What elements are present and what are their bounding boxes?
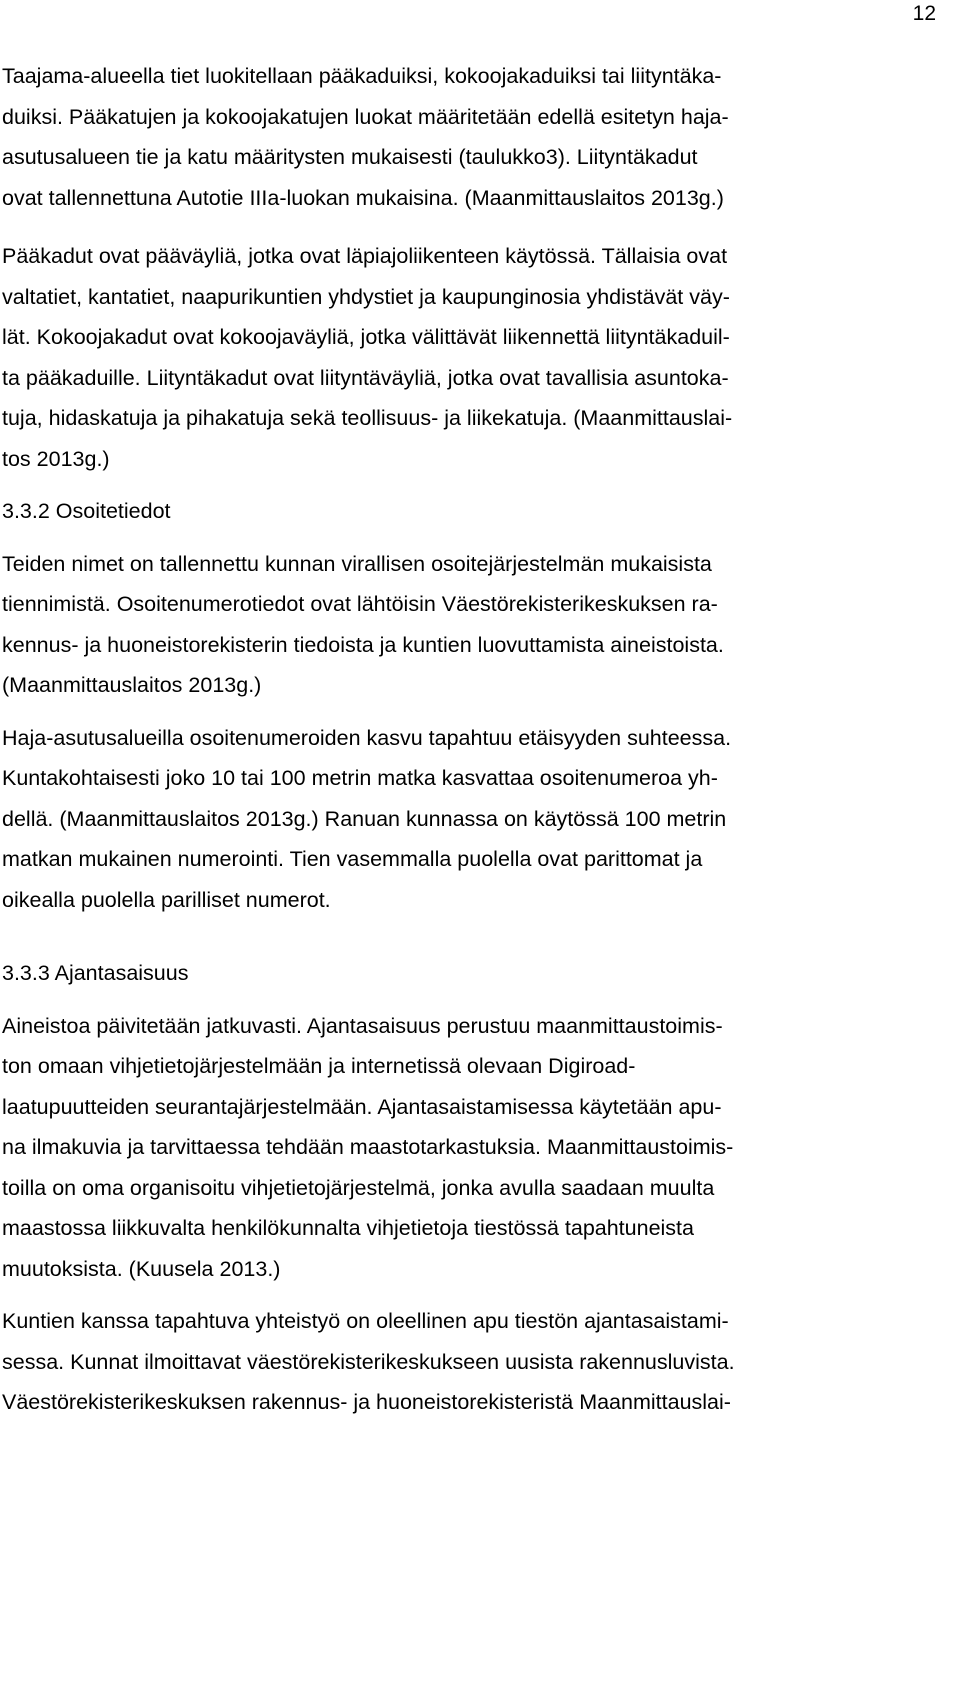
page-number: 12 [912,2,936,25]
heading-address-data: 3.3.2 Osoitetiedot [2,499,171,523]
paragraph-main-streets: Pääkadut ovat pääväyliä, jotka ovat läpiajoliikenteen käytössä. Tällaisia ovat valtatiet, kantatiet, naapurikuntien yhdystiet ja kaupunginosia yhdistävät väy- lät. Kokoojakadut ovat kokoojaväyliä, jotka välittävät liikennettä liityntäkaduil- ta pääkaduille. Liityntäkadut ovat liityntäväyliä, jotka ovat tavallisia asuntoka- tuja, hidaskatuja ja pihakatuja sekä teollisuus- ja liikekatuja. (Maanmittauslai- tos 2013g.) [2,244,733,471]
heading-timeliness: 3.3.3 Ajantasaisuus [2,961,189,985]
paragraph-street-classification: Taajama-alueella tiet luokitellaan pääkaduiksi, kokoojakaduiksi tai liityntäka- duiksi. Pääkatujen ja kokoojakatujen luokat määritetään edellä esitetyn haja- asutusalueen tie ja katu määritysten mukaisesti (taulukko3). Liityntäkadut ovat tallennettuna Autotie IIIa-luokan mukaisina. (Maanmittauslaitos 2013g.) [2,64,729,210]
paragraph-municipal-cooperation: Kuntien kanssa tapahtuva yhteistyö on oleellinen apu tiestön ajantasaistami- sessa. Kunnat ilmoittavat väestörekisterikeskukseen uusista rakennusluvista. Väestörekisterikeskuksen rakennus- ja huoneistorekisteristä Maanmittauslai- [2,1309,735,1414]
paragraph-street-names: Teiden nimet on tallennettu kunnan virallisen osoitejärjestelmän mukaisista tiennimistä. Osoitenumerotiedot ovat lähtöisin Väestörekisterikeskuksen ra- kennus- ja huoneistorekisterin tiedoista ja kuntien luovuttamista aineistoista. (Maanmittauslaitos 2013g.) [2,551,724,697]
paragraph-address-numbering: Haja-asutusalueilla osoitenumeroiden kasvu tapahtuu etäisyyden suhteessa. Kuntakohtaisesti joko 10 tai 100 metrin matka kasvattaa osoitenumeroa yh- dellä. (Maanmittauslaitos 2013g.) Ranuan kunnassa on käytössä 100 metrin matkan mukainen numerointi. Tien vasemmalla puolella ovat parittomat ja oikealla puolella parilliset numerot. [2,725,732,912]
paragraph-data-updates: Aineistoa päivitetään jatkuvasti. Ajantasaisuus perustuu maanmittaustoimis- ton omaan vihjetietojärjestelmään ja internetissä olevaan Digiroad- laatupuutteiden seurantajärjestelmään. Ajantasaistamisessa käytetään apu- na ilmakuvia ja tarvittaessa tehdään maastotarkastuksia. Maanmittaustoimis- toilla on oma organisoitu vihjetietojärjestelmä, jonka avulla saadaan muulta maastossa liikkuvalta henkilökunnalta vihjetietoja tiestössä tapahtuneista muutoksista. (Kuusela 2013.) [2,1013,734,1281]
document-body [0,56,878,1423]
